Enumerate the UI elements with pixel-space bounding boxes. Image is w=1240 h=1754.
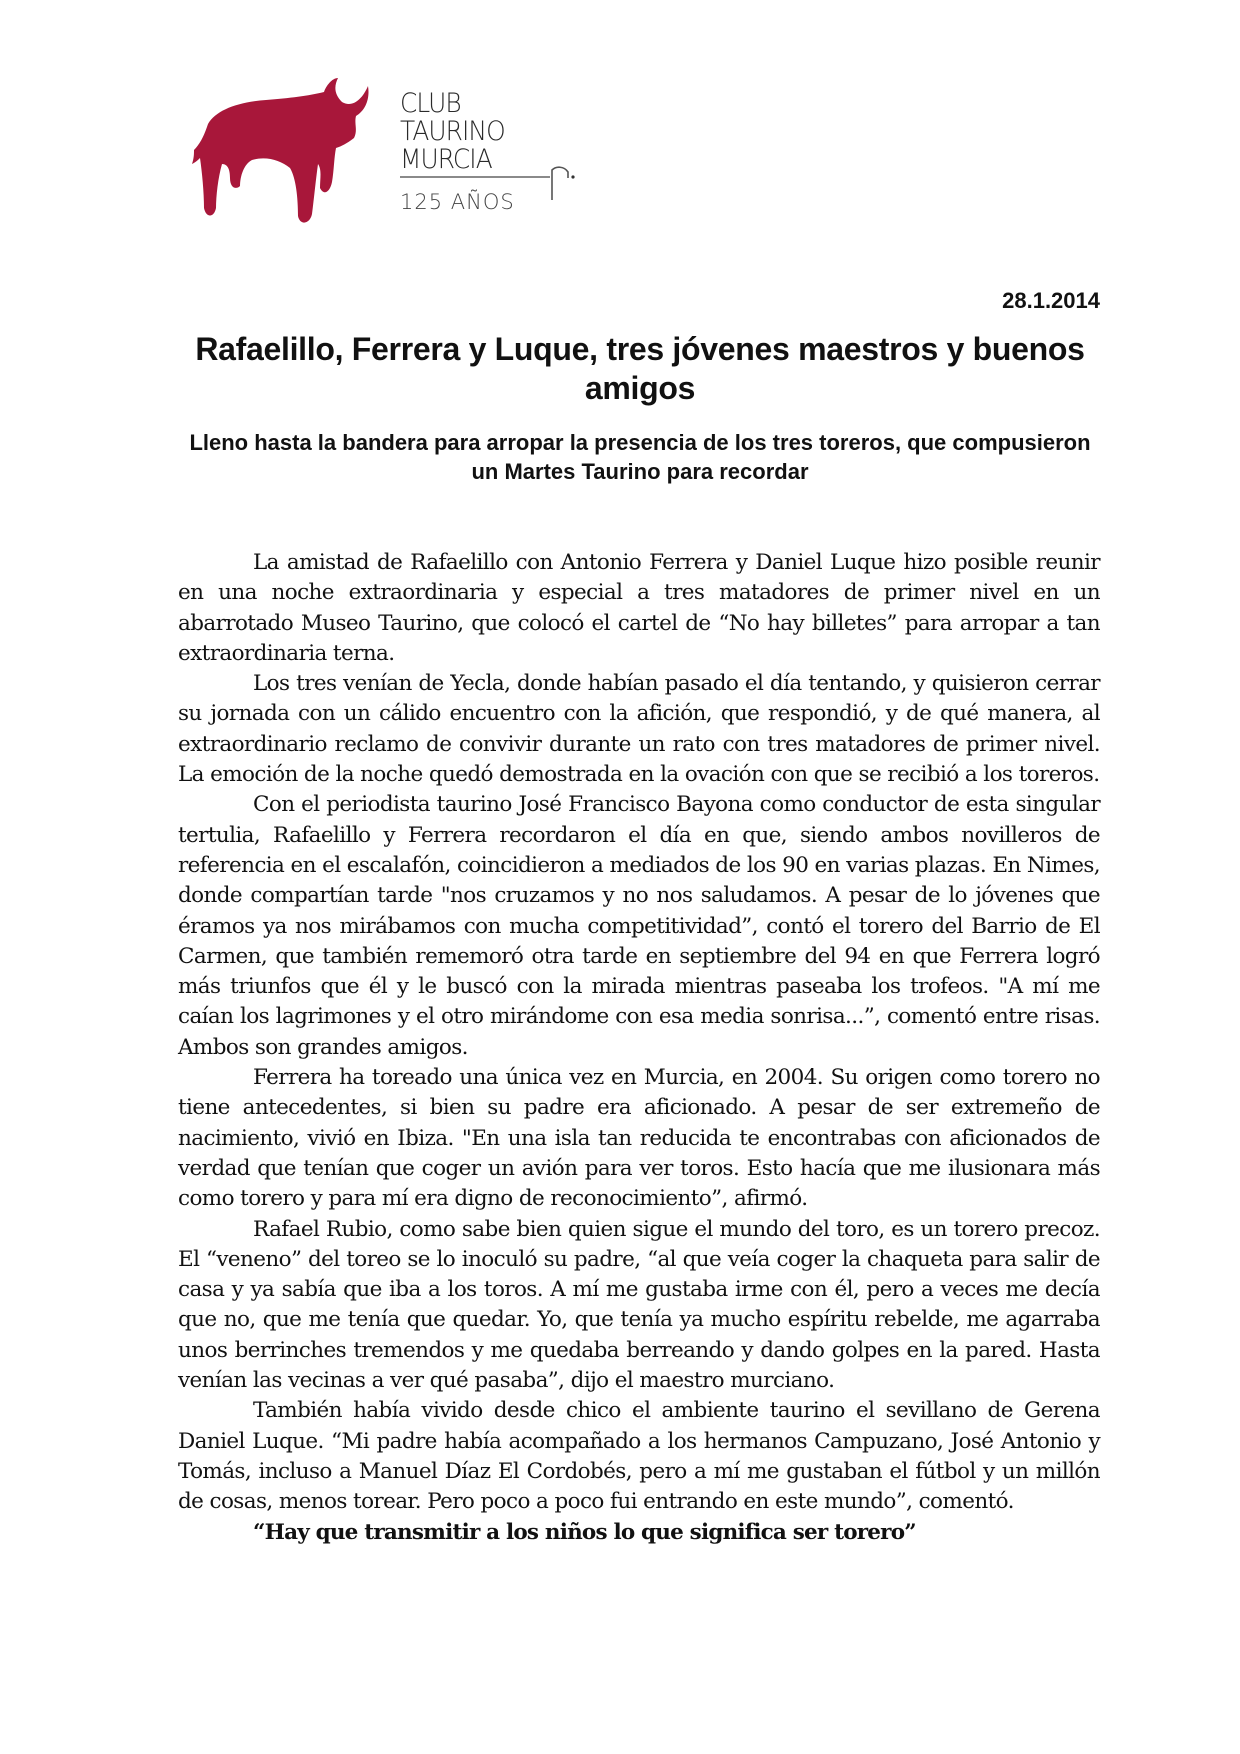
logo-wordmark (400, 90, 514, 174)
signature-mark-icon (546, 166, 576, 200)
club-logo (186, 78, 566, 228)
logo-anniversary: 125 AÑOS (400, 190, 515, 214)
logo-line-murcia: MURCIA (400, 144, 492, 175)
headline: Rafaelillo, Ferrera y Luque, tres jóvenes maestros y buenos amigos (195, 331, 1085, 406)
publication-date: 28.1.2014 (1002, 288, 1100, 313)
logo-divider (400, 176, 550, 178)
paragraph: Rafael Rubio, como sabe bien quien sigue el mundo del toro, es un torero precoz. El “veneno” del toreo se lo inoculó su padre, “al que veía coger la chaqueta para salir de casa y ya sabía que iba a los toros. A mí me gustaba irme con él, pero a veces me decía que no, que me tenía que quedar. Yo, que tenía ya mucho espíritu rebelde, me agarraba unos berrinches tremendos y me quedaba berreando y dando golpes en la pared. Hasta venían las vecinas a ver qué pasaba”, dijo el maestro murciano. (178, 1216, 1100, 1394)
subheadline: Lleno hasta la bandera para arropar la presencia de los tres toreros, que compusieron un Martes Taurino para recordar (189, 430, 1091, 484)
paragraph: La amistad de Rafaelillo con Antonio Ferrera y Daniel Luque hizo posible reunir en una noche extraordinaria y especial a tres matadores de primer nivel en un abarrotado Museo Taurino, que colocó el cartel de “No hay billetes” para arropar a tan extraordinaria terna. (178, 550, 1100, 666)
paragraph: Con el periodista taurino José Francisco Bayona como conductor de esta singular tertulia, Rafaelillo y Ferrera recordaron el día en que, siendo ambos novilleros de referencia en el escalafón, coincidieron a mediados de los 90 en varias plazas. En Nimes, donde compartían tarde "nos cruzamos y no nos saludamos. A pesar de lo jóvenes que éramos ya nos mirábamos con mucha competitividad”, contó el torero del Barrio de El Carmen, que también rememoró otra tarde en septiembre del 94 en que Ferrera logró más triunfos que él y le buscó con la mirada mientras paseaba los trofeos. "A mí me caían los lagrimones y el otro mirándome con esa media sonrisa...”, comentó entre risas. Ambos son grandes amigos. (178, 792, 1100, 1060)
paragraph: También había vivido desde chico el ambiente taurino el sevillano de Gerena Daniel Luque. “Mi padre había acompañado a los hermanos Campuzano, José Antonio y Tomás, incluso a Manuel Díaz El Cordobés, pero a mí me gustaban el fútbol y un millón de cosas, menos torear. Pero poco a poco fui entrando en este mundo”, comentó. (178, 1398, 1100, 1515)
logo-line-club: CLUB (400, 88, 461, 119)
logo-line-taurino: TAURINO (400, 116, 505, 147)
paragraph: Los tres venían de Yecla, donde habían pasado el día tentando, y quisieron cerrar su jornada con un cálido encuentro con la afición, que respondió, y de qué manera, al extraordinario reclamo de convivir durante un rato con tres matadores de primer nivel. La emoción de la noche quedó demostrada en la ovación con que se recibió a los toreros. (178, 671, 1100, 788)
article-body (178, 548, 1100, 1548)
bull-silhouette-icon (186, 78, 376, 228)
paragraph: Ferrera ha toreado una única vez en Murcia, en 2004. Su origen como torero no tiene antecedentes, si bien su padre era aficionado. A pesar de ser extremeño de nacimiento, vivió en Ibiza. "En una isla tan reducida te encontrabas con aficionados de verdad que tenían que coger un avión para ver toros. Esto hacía que me ilusionara más como torero y para mí era digno de reconocimiento”, afirmó. (178, 1065, 1100, 1212)
pullquote-heading: “Hay que transmitir a los niños lo que significa ser torero” (253, 1519, 916, 1545)
